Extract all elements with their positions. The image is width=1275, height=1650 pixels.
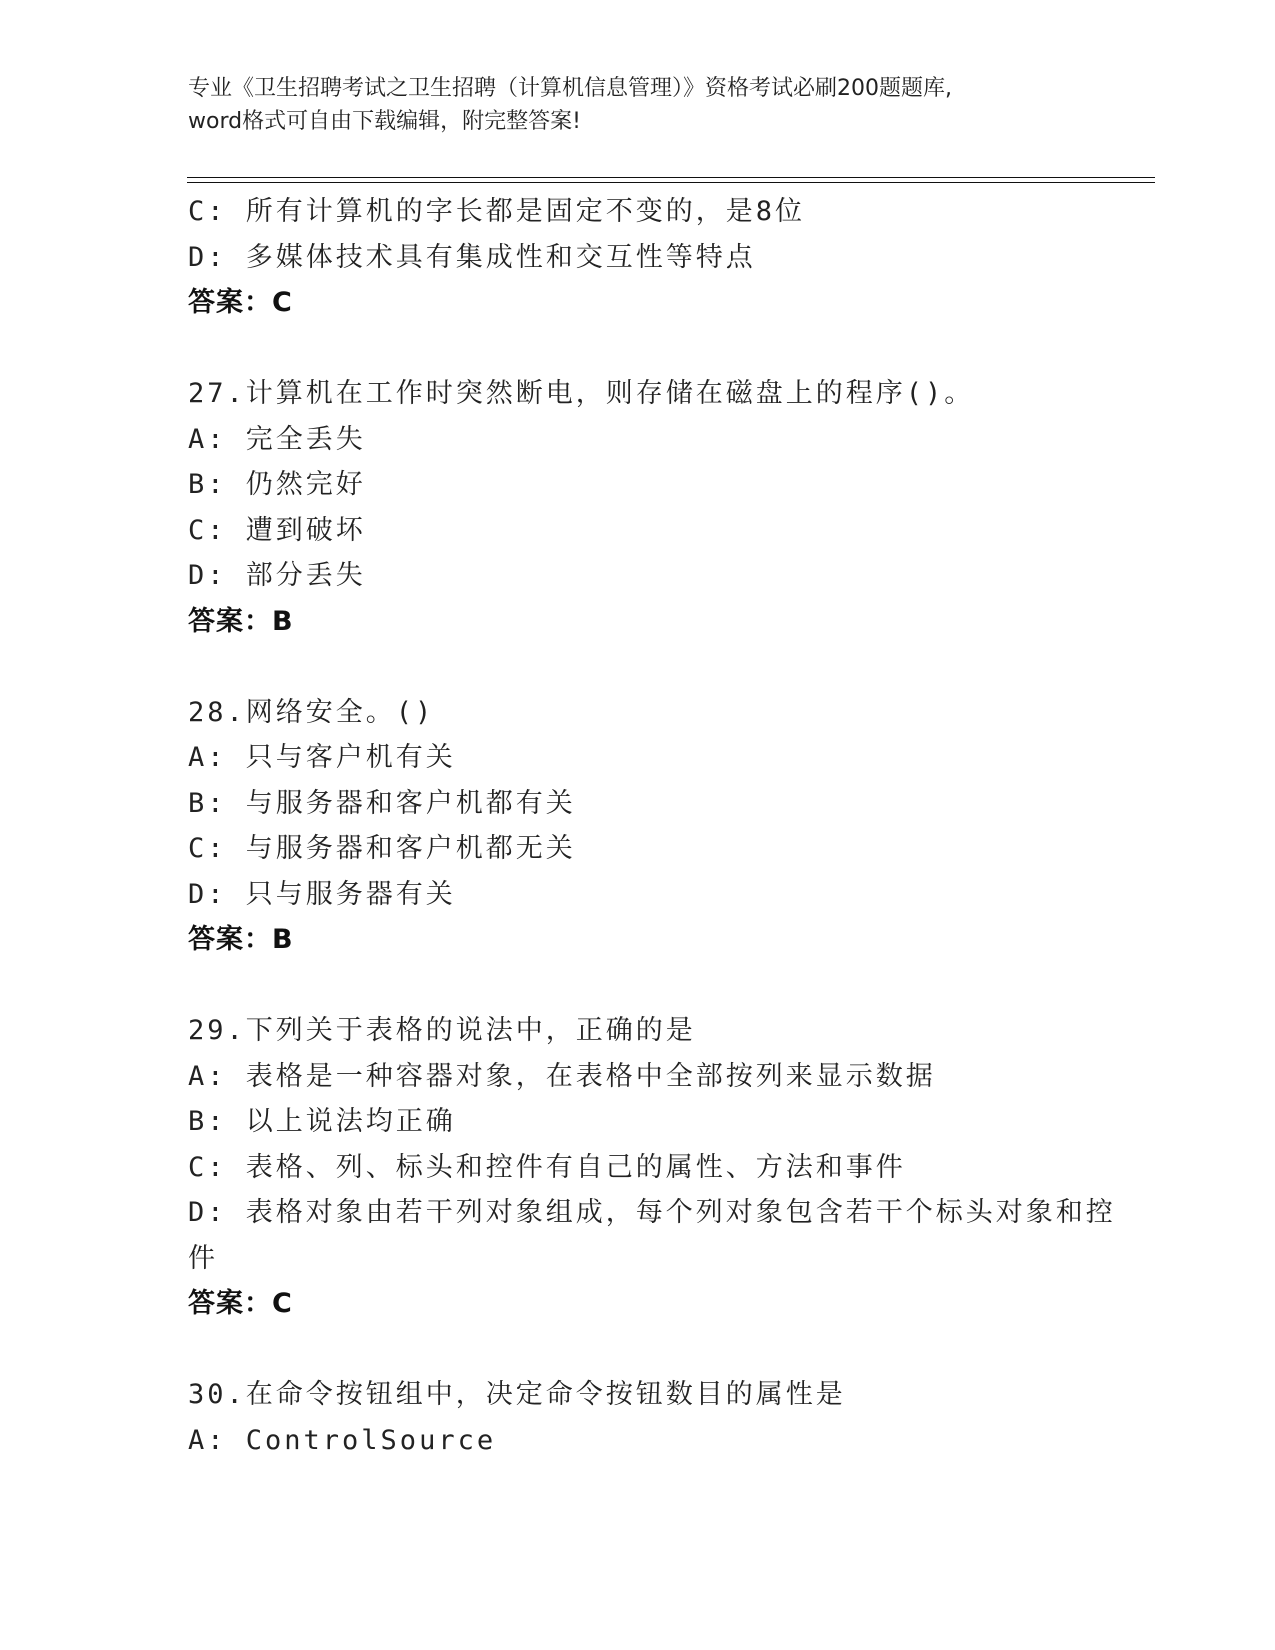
question-26-fragment — [188, 189, 1088, 326]
question-28 — [188, 690, 1088, 963]
answer-label: 答案：C — [188, 287, 293, 318]
option-c: C: 与服务器和客户机都无关 — [188, 833, 576, 864]
spacer — [188, 326, 1088, 372]
question-stem: 29.下列关于表格的说法中，正确的是 — [188, 1015, 696, 1046]
header-divider-top — [187, 177, 1155, 178]
question-stem: 28.网络安全。() — [188, 696, 435, 728]
spacer — [188, 963, 1088, 1009]
option-a: A: 完全丢失 — [188, 423, 366, 455]
document-header — [188, 72, 1088, 138]
option-a: A: ControlSource — [188, 1424, 497, 1456]
spacer — [188, 644, 1088, 690]
question-29 — [188, 1008, 1116, 1327]
option-d-continuation: 件 — [188, 1242, 218, 1274]
option-b: B: 以上说法均正确 — [188, 1106, 456, 1137]
answer-label: 答案：C — [188, 1288, 293, 1319]
header-line-2: word格式可自由下载编辑，附完整答案! — [188, 109, 581, 134]
question-27 — [188, 371, 1088, 644]
answer-label: 答案：B — [188, 924, 294, 955]
header-divider-bottom — [187, 182, 1155, 183]
header-line-1: 专业《卫生招聘考试之卫生招聘（计算机信息管理）》资格考试必刷200题题库, — [188, 76, 952, 101]
option-d: D: 表格对象由若干列对象组成，每个列对象包含若干个标头对象和控 — [188, 1197, 1116, 1228]
option-b: B: 与服务器和客户机都有关 — [188, 787, 576, 819]
option-d: D: 多媒体技术具有集成性和交互性等特点 — [188, 241, 756, 273]
option-c: C: 表格、列、标头和控件有自己的属性、方法和事件 — [188, 1151, 906, 1183]
option-c: C: 所有计算机的字长都是固定不变的，是8位 — [188, 196, 806, 227]
option-a: A: 表格是一种容器对象，在表格中全部按列来显示数据 — [188, 1060, 936, 1092]
option-d: D: 部分丢失 — [188, 560, 366, 591]
answer-label: 答案：B — [188, 605, 294, 637]
option-c: C: 遭到破坏 — [188, 514, 366, 546]
question-list — [188, 189, 1116, 1463]
spacer — [188, 1327, 1088, 1373]
question-stem: 30.在命令按钮组中，决定命令按钮数目的属性是 — [188, 1379, 846, 1410]
question-30 — [188, 1372, 1088, 1463]
option-a: A: 只与客户机有关 — [188, 742, 456, 773]
question-stem: 27.计算机在工作时突然断电，则存储在磁盘上的程序()。 — [188, 378, 975, 409]
option-d: D: 只与服务器有关 — [188, 878, 456, 910]
option-b: B: 仍然完好 — [188, 469, 366, 500]
